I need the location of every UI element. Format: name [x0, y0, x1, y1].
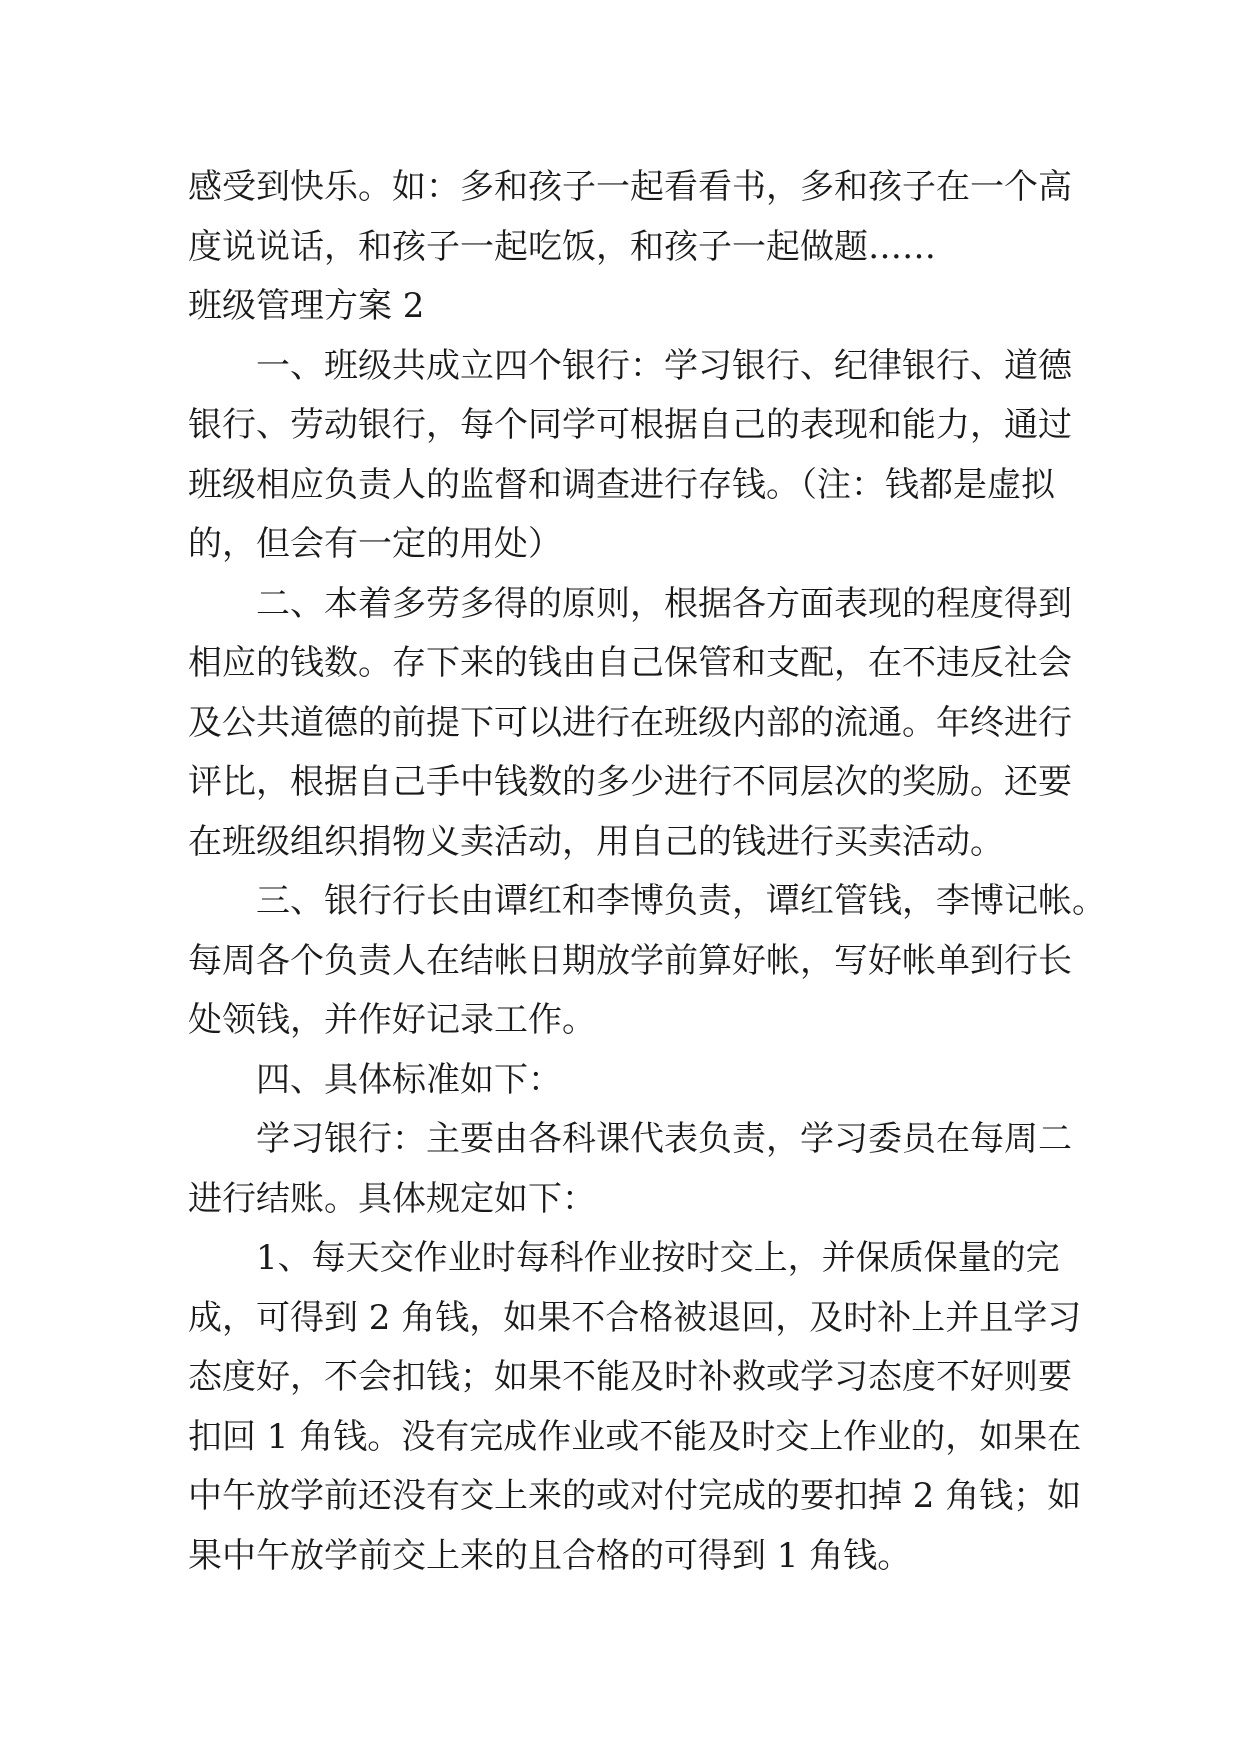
text-line: 二、本着多劳多得的原则，根据各方面表现的程度得到 — [256, 583, 1072, 624]
section-heading: 班级管理方案 2 — [188, 286, 425, 326]
text-line: 1、每天交作业时每科作业按时交上，并保质保量的完 — [256, 1238, 1060, 1278]
text-line: 班级相应负责人的监督和调查进行存钱。（注：钱都是虚拟 — [188, 464, 1055, 505]
text-line: 一、班级共成立四个银行：学习银行、纪律银行、道德 — [256, 345, 1072, 386]
text-line: 银行、劳动银行，每个同学可根据自己的表现和能力，通过 — [188, 405, 1072, 445]
text-line: 度说说话，和孩子一起吃饭，和孩子一起做题…… — [188, 226, 936, 267]
text-line: 每周各个负责人在结帐日期放学前算好帐，写好帐单到行长 — [188, 940, 1072, 981]
text-line: 三、银行行长由谭红和李博负责，谭红管钱，李博记帐。 — [256, 881, 1106, 921]
text-line: 四、具体标准如下： — [256, 1059, 562, 1100]
document-page — [188, 158, 1106, 1586]
text-line: 在班级组织捐物义卖活动，用自己的钱进行买卖活动。 — [188, 821, 1004, 862]
text-line: 进行结账。具体规定如下： — [188, 1178, 596, 1219]
text-line: 果中午放学前交上来的且合格的可得到 1 角钱。 — [188, 1535, 912, 1576]
text-line: 感受到快乐。如：多和孩子一起看看书，多和孩子在一个高 — [188, 167, 1072, 207]
text-line: 学习银行：主要由各科课代表负责，学习委员在每周二 — [256, 1119, 1072, 1159]
text-line: 及公共道德的前提下可以进行在班级内部的流通。年终进行 — [188, 702, 1072, 743]
text-line: 处领钱，并作好记录工作。 — [188, 1000, 596, 1040]
text-line: 相应的钱数。存下来的钱由自己保管和支配，在不违反社会 — [188, 643, 1072, 683]
text-line: 成，可得到 2 角钱，如果不合格被退回，及时补上并且学习 — [188, 1297, 1082, 1338]
text-line: 的，但会有一定的用处） — [188, 524, 562, 564]
text-line: 扣回 1 角钱。没有完成作业或不能及时交上作业的，如果在 — [188, 1416, 1082, 1457]
text-line: 中午放学前还没有交上来的或对付完成的要扣掉 2 角钱；如 — [188, 1476, 1082, 1516]
text-line: 评比，根据自己手中钱数的多少进行不同层次的奖励。还要 — [188, 762, 1072, 802]
text-line: 态度好，不会扣钱；如果不能及时补救或学习态度不好则要 — [188, 1357, 1072, 1397]
